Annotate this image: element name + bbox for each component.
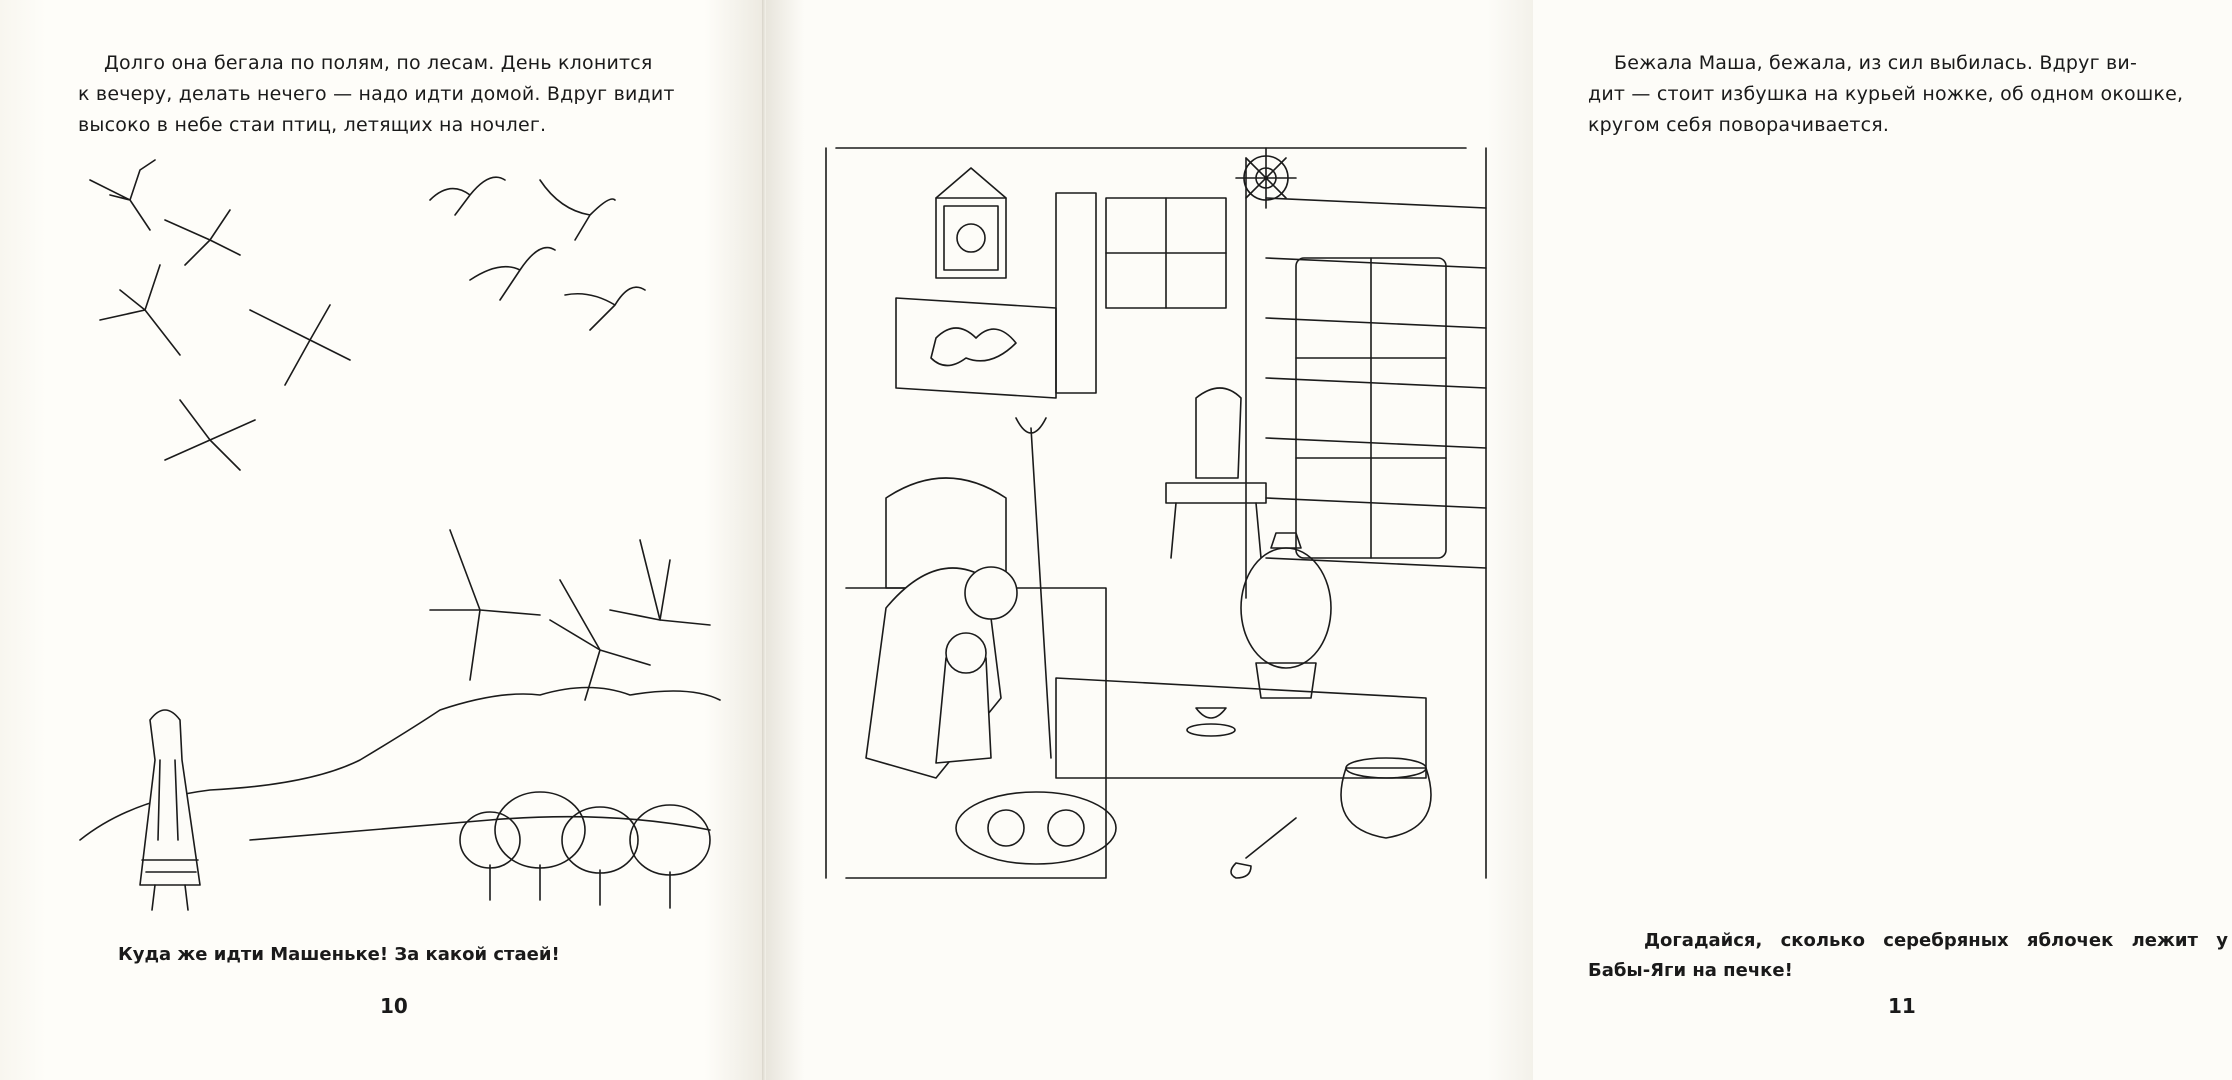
left-story-line: к вечеру, делать нечего — надо идти домой. Вдруг видит [78,83,675,105]
right-page-number: 11 [1888,994,1916,1018]
portrait-frame [936,168,1006,278]
left-story-line: высоко в небе стаи птиц, летящих на ночлег. [78,114,547,136]
left-story-paragraph [78,48,698,141]
apple-plate [956,792,1116,864]
hut-window [1056,193,1226,393]
right-story-line: кругом себя поворачивается. [1588,114,1890,136]
right-story-line: дит — стоит избушка на курьей ножке, об одном окошке, [1588,83,2184,105]
hut-interior-illustration [826,138,1486,898]
left-page-number: 10 [380,994,408,1018]
baba-yaga-figure [866,567,1017,778]
right-page [766,0,2228,1080]
crane-flock [90,160,350,470]
chair [1166,388,1266,558]
hanging-towel [896,298,1056,398]
right-question: Догадайся, сколько серебряных яблочек лежит у Бабы-Яги на печке! [1588,930,2228,981]
tree-group [460,792,710,908]
right-story-line: Бежала Маша, бежала, из сил выбилась. Вдруг ви- [1614,52,2138,74]
clay-pot [1341,758,1431,838]
right-story-paragraph [1588,48,2232,141]
left-page [0,0,766,1080]
carved-shutter [1296,258,1446,558]
left-story-line: Долго она бегала по полям, по лесам. День клонится [104,52,653,74]
teacup [1187,708,1235,736]
wooden-spoon [1231,818,1296,878]
geese-flock [430,530,710,700]
masha-figure [140,710,200,910]
swallow-flock [430,177,645,330]
birds-and-landscape-illustration [70,140,750,920]
table [1056,678,1426,778]
left-question: Куда же идти Машеньке! За какой стаей! [118,944,560,965]
